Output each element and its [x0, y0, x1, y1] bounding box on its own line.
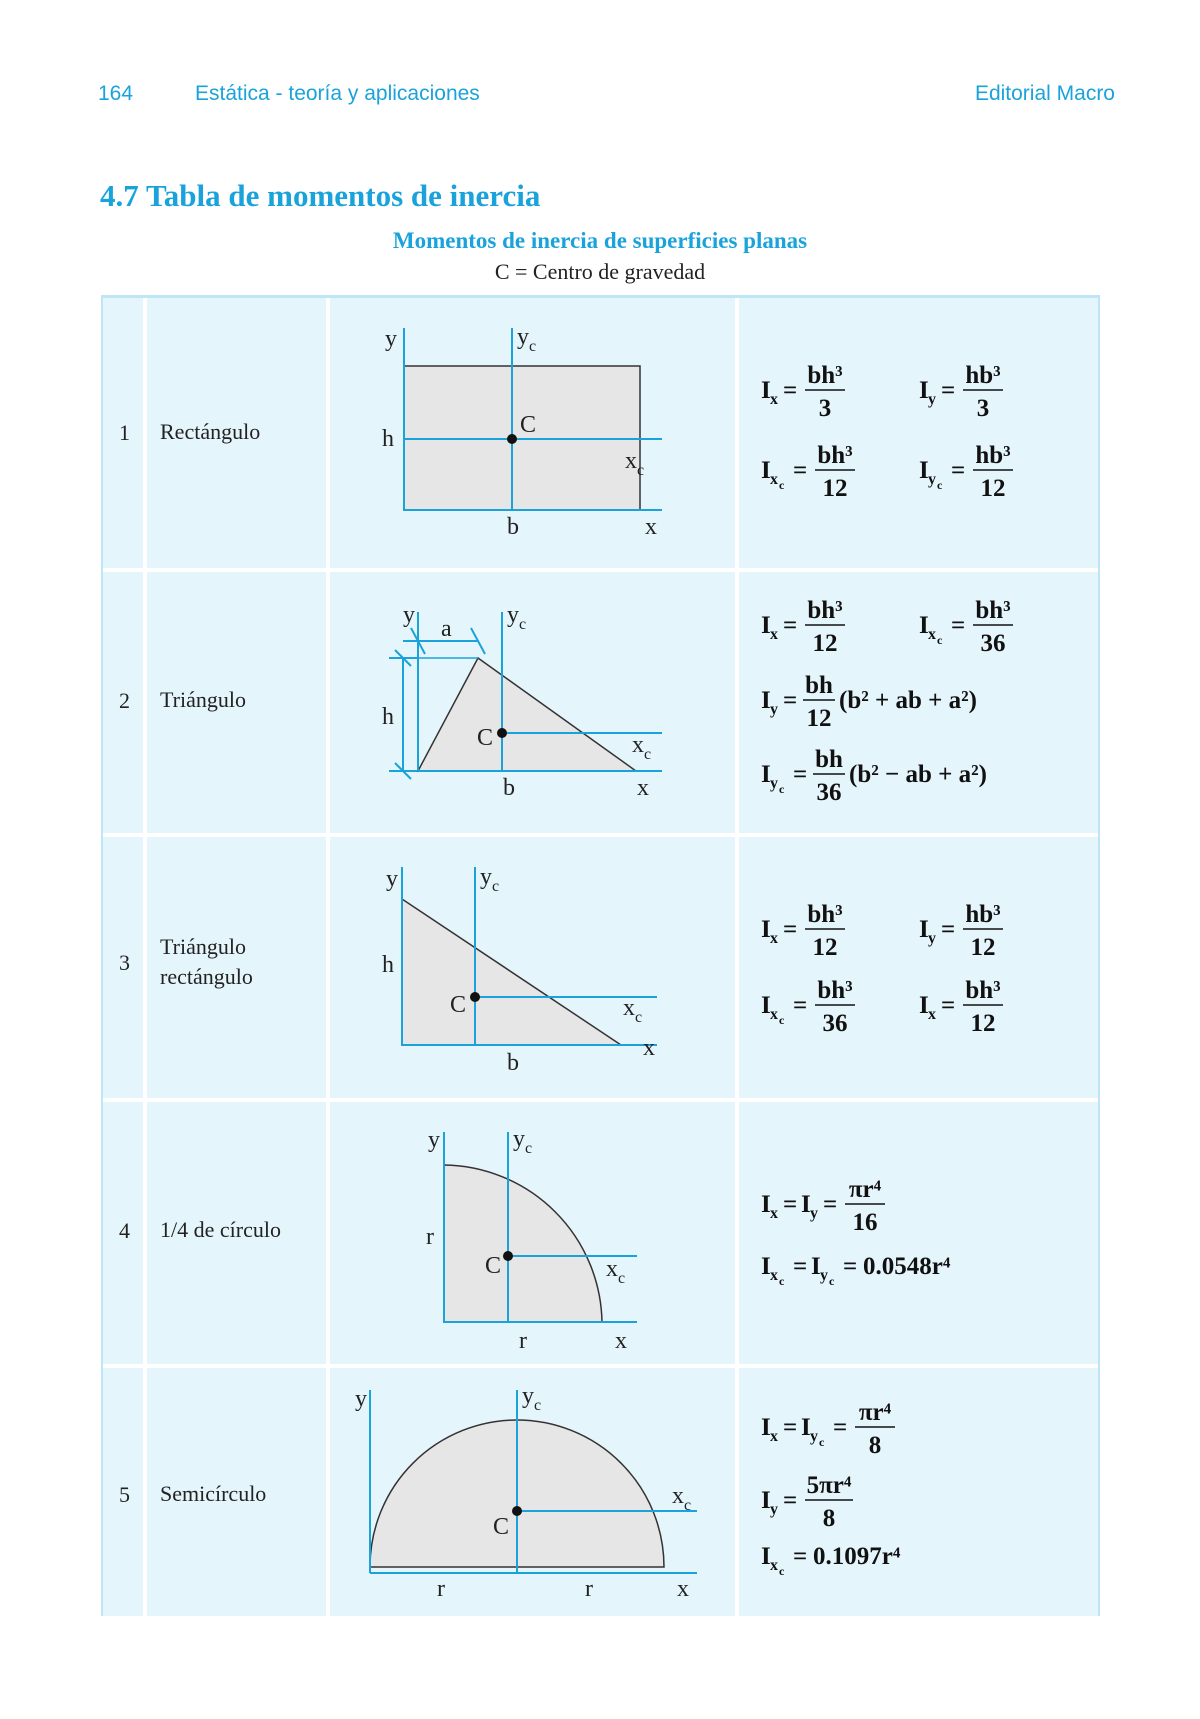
svg-text:y: y	[928, 930, 936, 947]
yc-axis-label: $y_c$	[522, 1383, 542, 1414]
svg-text:12: 12	[812, 934, 838, 961]
svg-text:=: =	[783, 1487, 798, 1514]
svg-text:I: I	[919, 612, 929, 639]
svg-text:12: 12	[970, 934, 996, 961]
yc-axis-label: $y_c$	[480, 864, 500, 895]
radius-base-label: r	[519, 1328, 527, 1354]
svg-text:c: c	[779, 1274, 785, 1288]
y-axis-label: y	[355, 1386, 367, 1412]
quarter-circle-formulas	[739, 1102, 1099, 1364]
height-label: h	[382, 704, 394, 730]
svg-text:I: I	[761, 612, 771, 639]
svg-text:I: I	[761, 916, 771, 943]
formula-iyc	[761, 746, 987, 806]
svg-text:I: I	[919, 377, 929, 404]
svg-text:πr⁴: πr⁴	[858, 1399, 892, 1426]
svg-text:bh³: bh³	[807, 597, 843, 624]
table-row	[103, 1368, 1098, 1616]
centroid-label: C	[477, 725, 494, 751]
formula-ix	[761, 901, 845, 961]
formula-ixc-iyc	[761, 1253, 951, 1288]
svg-text:x: x	[770, 1557, 778, 1574]
radius-label: r	[426, 1224, 434, 1250]
svg-text:I: I	[761, 457, 771, 484]
svg-text:12: 12	[970, 1010, 996, 1037]
table-row	[103, 1102, 1098, 1364]
height-label: h	[382, 952, 394, 978]
xc-axis-label: $x_c$	[606, 1256, 626, 1287]
svg-text:5πr⁴: 5πr⁴	[806, 1472, 852, 1499]
shape-name: Semicírculo	[160, 1481, 267, 1506]
svg-text:I: I	[761, 1414, 771, 1441]
svg-text:y: y	[770, 1501, 778, 1518]
formula-ix	[761, 597, 845, 657]
svg-text:bh: bh	[815, 746, 843, 773]
svg-text:x: x	[770, 471, 778, 488]
svg-text:=: =	[793, 761, 808, 788]
svg-text:x: x	[928, 1006, 936, 1023]
svg-text:0.0548r⁴: 0.0548r⁴	[863, 1253, 951, 1280]
svg-text:(b² − ab + a²): (b² − ab + a²)	[849, 761, 987, 788]
svg-text:πr⁴: πr⁴	[848, 1176, 882, 1203]
table-title: Momentos de inercia de superficies planas	[392, 228, 808, 253]
formula-iy	[761, 672, 977, 732]
formula-iyc	[919, 442, 1013, 502]
row-number: 2	[119, 688, 130, 713]
right-triangle-formulas	[739, 837, 1099, 1098]
svg-text:y: y	[928, 471, 936, 488]
svg-text:=: =	[843, 1253, 858, 1280]
svg-text:I: I	[919, 992, 929, 1019]
formula-ix-iy	[761, 1176, 885, 1236]
formula-iy	[761, 1472, 853, 1532]
running-head-book-title: Estática - teoría y aplicaciones	[195, 82, 480, 105]
svg-text:x: x	[770, 1006, 778, 1023]
svg-text:0.1097r⁴: 0.1097r⁴	[813, 1543, 901, 1570]
svg-text:c: c	[779, 1564, 785, 1578]
svg-text:c: c	[779, 1013, 785, 1027]
formula-ixc	[919, 597, 1013, 657]
formula-iy	[919, 362, 1003, 422]
svg-text:c: c	[779, 782, 785, 796]
svg-text:I: I	[761, 1487, 771, 1514]
shape-name: Triángulo rectángulo	[160, 934, 253, 989]
svg-text:=: =	[941, 992, 956, 1019]
svg-text:y: y	[810, 1428, 818, 1445]
y-axis-label: y	[386, 866, 398, 892]
xc-axis-label: $x_c$	[632, 732, 652, 763]
yc-axis-label: $y_c$	[513, 1126, 533, 1157]
radius-right-label: r	[585, 1576, 593, 1602]
x-axis-label: x	[677, 1576, 689, 1602]
formula-ixc	[761, 1543, 901, 1578]
svg-text:=: =	[941, 377, 956, 404]
yc-axis-label: $y_c$	[517, 324, 537, 355]
svg-text:=: =	[951, 612, 966, 639]
svg-text:I: I	[761, 377, 771, 404]
svg-text:bh³: bh³	[817, 442, 853, 469]
svg-text:I: I	[919, 916, 929, 943]
svg-text:x: x	[770, 1267, 778, 1284]
svg-text:x: x	[770, 930, 778, 947]
svg-text:=: =	[823, 1191, 838, 1218]
svg-text:16: 16	[852, 1209, 878, 1236]
xc-axis-label: $x_c$	[623, 995, 643, 1026]
svg-text:36: 36	[980, 630, 1006, 657]
svg-text:=: =	[793, 457, 808, 484]
centroid-label: C	[520, 412, 537, 438]
y-axis-label: y	[428, 1127, 440, 1153]
shape-name: Rectángulo	[160, 419, 261, 444]
svg-text:=: =	[833, 1414, 848, 1441]
svg-text:c: c	[779, 478, 785, 492]
inertia-table	[101, 295, 1100, 1616]
y-axis-label: y	[403, 602, 415, 628]
svg-text:y: y	[820, 1267, 828, 1284]
svg-text:8: 8	[822, 1505, 836, 1532]
row-number: 1	[119, 420, 130, 445]
svg-text:x: x	[770, 1428, 778, 1445]
base-label: b	[507, 1050, 519, 1076]
svg-text:I: I	[761, 1253, 771, 1280]
svg-text:12: 12	[806, 705, 832, 732]
formula-ix-alt	[919, 977, 1003, 1037]
height-label: h	[382, 426, 394, 452]
rectangle-diagram	[317, 298, 737, 568]
svg-text:12: 12	[822, 475, 848, 502]
base-label: b	[507, 514, 519, 540]
x-axis-label: x	[645, 514, 657, 540]
svg-text:(b² + ab + a²): (b² + ab + a²)	[839, 687, 977, 714]
svg-text:c: c	[819, 1435, 825, 1449]
svg-text:=: =	[783, 1414, 798, 1441]
svg-text:=: =	[793, 1543, 808, 1570]
svg-text:36: 36	[816, 779, 842, 806]
svg-text:I: I	[811, 1253, 821, 1280]
row-number: 4	[119, 1218, 130, 1243]
shape-name: Triángulo	[160, 687, 246, 712]
svg-text:12: 12	[812, 630, 838, 657]
svg-text:I: I	[801, 1414, 811, 1441]
svg-text:I: I	[919, 457, 929, 484]
svg-text:I: I	[801, 1191, 811, 1218]
svg-text:y: y	[810, 1205, 818, 1222]
formula-ix-iyc	[761, 1399, 895, 1459]
svg-text:x: x	[770, 391, 778, 408]
formula-ixc	[761, 442, 855, 502]
svg-text:bh³: bh³	[807, 901, 843, 928]
svg-text:hb³: hb³	[965, 901, 1001, 928]
offset-label: a	[441, 616, 452, 642]
svg-text:x: x	[928, 626, 936, 643]
svg-text:=: =	[783, 916, 798, 943]
svg-text:8: 8	[868, 1432, 882, 1459]
shape-name: 1/4 de círculo	[160, 1217, 281, 1242]
right-triangle-diagram	[317, 837, 737, 1098]
svg-text:I: I	[761, 1543, 771, 1570]
svg-text:y: y	[770, 775, 778, 792]
table-row	[103, 298, 1098, 568]
svg-text:hb³: hb³	[965, 362, 1001, 389]
svg-text:=: =	[783, 612, 798, 639]
centroid-label: C	[493, 1514, 510, 1540]
formula-ixc	[761, 977, 855, 1037]
svg-text:c: c	[937, 633, 943, 647]
svg-text:=: =	[941, 916, 956, 943]
triangle-diagram	[317, 572, 737, 833]
yc-axis-label: $y_c$	[507, 602, 527, 633]
quarter-circle-diagram	[317, 1102, 737, 1364]
svg-text:I: I	[761, 1191, 771, 1218]
section-title: 4.7 Tabla de momentos de inercia	[100, 178, 541, 213]
svg-text:bh: bh	[805, 672, 833, 699]
svg-text:3: 3	[976, 395, 990, 422]
table-row	[103, 572, 1098, 833]
running-head-publisher: Editorial Macro	[974, 82, 1115, 105]
xc-axis-label: $x_c$	[625, 448, 645, 479]
svg-text:3: 3	[818, 395, 832, 422]
semicircle-diagram	[317, 1368, 737, 1616]
row-number: 5	[119, 1482, 130, 1507]
svg-text:I: I	[761, 687, 771, 714]
x-axis-label: x	[615, 1328, 627, 1354]
svg-text:bh³: bh³	[975, 597, 1011, 624]
svg-text:=: =	[783, 377, 798, 404]
svg-text:c: c	[829, 1274, 835, 1288]
svg-text:=: =	[783, 1191, 798, 1218]
svg-text:I: I	[761, 761, 771, 788]
centroid-label: C	[450, 992, 467, 1018]
table-subtitle: C = Centro de gravedad	[494, 259, 706, 284]
svg-text:bh³: bh³	[807, 362, 843, 389]
svg-text:=: =	[793, 1253, 808, 1280]
svg-text:c: c	[937, 478, 943, 492]
centroid-label: C	[485, 1253, 502, 1279]
formula-ix	[761, 362, 845, 422]
svg-text:y: y	[770, 701, 778, 718]
svg-text:hb³: hb³	[975, 442, 1011, 469]
radius-left-label: r	[437, 1576, 445, 1602]
xc-axis-label: $x_c$	[672, 1483, 692, 1514]
y-axis-label: y	[385, 326, 397, 352]
table-row	[103, 837, 1098, 1098]
x-axis-label: x	[637, 775, 649, 801]
formula-iy	[919, 901, 1003, 961]
svg-text:12: 12	[980, 475, 1006, 502]
svg-text:x: x	[770, 626, 778, 643]
svg-text:=: =	[783, 687, 798, 714]
page-number: 164	[98, 82, 134, 105]
svg-text:bh³: bh³	[965, 977, 1001, 1004]
x-axis-label: x	[643, 1035, 655, 1061]
svg-text:y: y	[928, 391, 936, 408]
svg-text:x: x	[770, 1205, 778, 1222]
svg-text:I: I	[761, 992, 771, 1019]
semicircle-formulas	[739, 1368, 1099, 1616]
row-number: 3	[119, 950, 130, 975]
svg-text:bh³: bh³	[817, 977, 853, 1004]
triangle-formulas	[739, 572, 1099, 833]
svg-text:=: =	[951, 457, 966, 484]
rectangle-formulas	[739, 298, 1099, 568]
svg-text:=: =	[793, 992, 808, 1019]
svg-text:36: 36	[822, 1010, 848, 1037]
base-label: b	[503, 775, 515, 801]
